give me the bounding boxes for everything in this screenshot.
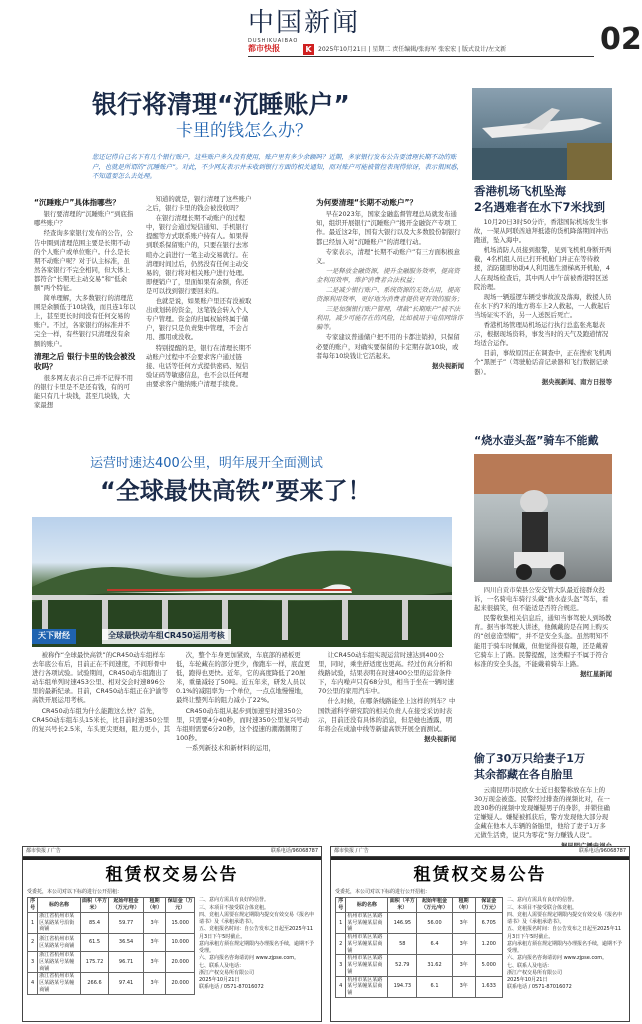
body-paragraph: 特别提醒的是，银行在清理长期不动账户过程中不会要求客户通过链接、电话等任何方式提供密码、短信验证码等敏感信息，也不会以任何理由要求客户缴纳账户清理手续费。 [146,343,252,388]
ad-cell: 3年 [143,973,166,994]
ad-body [23,895,321,996]
ad-note: 四、竞租人需要在规定期限内提交有效交易《报名申请书》及《承租承诺书》。 [507,911,623,926]
ad-topline [23,847,321,857]
body-paragraph: 现场一辆巡逻车辆受事故波及落海，救援人员在水下约7米的地方将车上2人救起，一人救起后当场证实不治，另一人送医后死亡。 [474,292,612,319]
ad-cell: 85.4 [80,912,109,933]
helmet-photo [474,454,612,582]
side1-body [474,218,612,388]
ad-cell: 3年 [452,912,475,933]
ad-note: 三、本项目不接受联合体竞租。 [199,904,270,911]
ad-note: 五、竞租报名时间：自公告发布之日起至2025年11月3日下午5时截止。 [507,926,622,940]
ad-cell: 浙江省杭州市某区某路某号某幢商铺 [38,952,80,973]
body-paragraph: 也就是说，如果账户里还有没被取出或划转的资金，这笔钱会转入个人专户管理。资金的归属权始终属于储户，银行只是负责集中管理，不会占用、挪用或没收。 [146,297,252,342]
ad-note: 六、意向报名咨询请访问 www.zjpse.com。 [199,955,300,962]
ad-body [331,895,629,1000]
ad-cell: 浙江省杭州市某区某路某号商铺 [38,934,80,952]
story1-headline: 银行将清理“沉睡账户” [92,90,350,119]
table-row [28,973,195,994]
ad-table [27,897,195,994]
body-paragraph: 简单理解，大多数银行的清理范围是余额低于10块钱，而且连1年以上，甚至更长时间没有任何交易的账户。不过，各家银行的标准并不完全一样，有些银行只清理没有余额的账户。 [34,294,136,348]
ad-notes [507,897,625,998]
story1-column-1 [34,195,136,412]
ad-cell: 杭州市某区某路某号某幢某层商铺 [346,976,388,997]
body-paragraph: 什么时候，在哪条线路能坐上这样的列车？中国铁道科学研究院的相关负责人在接受采访时表示，目前还没有具体的消息，但是她也透露，明年将会在成渝中线等新建高铁开展全面测试。 [318,697,456,733]
ad-cell: 20.000 [166,952,195,973]
ad-topline [331,847,629,857]
ad-col-header: 租期（年） [143,898,166,913]
body-paragraph: 一系列新技术和新材料的运用， [185,743,276,752]
ad-cell: 5.000 [475,955,502,976]
ad-intro: 受委托，本公司对以下标的进行公开招租： [27,888,123,895]
helmet-rider-illustration [474,454,612,582]
ad-note: 五、竞租报名时间：自公告发布之日起至2025年11月3日下午5时截止。 [199,926,314,940]
caption-tag: 天下财经 [32,629,76,644]
quote-paragraph: 三是加强银行账户管理，堵截“长期账户”被不法利用，减少可能存在的风险，比如被用于电信网络诈骗等。 [316,305,463,332]
ad-cell: 52.79 [388,955,417,976]
ad-col-header: 起始年租金（万元/年） [417,898,452,913]
ad-top-right: 联系电话/96068787 [578,848,626,854]
ad-note: 四、竞租人需要在规定期限内提交有效交易《报名申请书》及《承租承诺书》。 [199,911,315,926]
ad-cell: 6.4 [417,934,452,955]
ad-note: 二、意向方需具有良好的信誉。 [199,897,270,904]
page-number: 02 [600,22,642,57]
table-row [28,952,195,973]
ad-cell: 2 [336,934,346,955]
ad-top-left: 都市快报 / 广告 [26,848,61,854]
ad-col-header: 起始年租金（万元/年） [109,898,144,913]
ad-cell: 1.633 [475,976,502,997]
ad-top-left: 都市快报 / 广告 [334,848,369,854]
side3-body [474,786,612,852]
ad-cell: 4 [336,976,346,997]
quote-paragraph: 二是减少银行账户、系统资源的无效占用，提高资源利用效率，更好地为消费者提供更有效的服务； [316,286,463,304]
body-paragraph: 四川自贡市荣县公安交管大队最近接群众投诉，一名骑电车骑行头戴“烧水壶头盔”驾车，看起来很搞笑，但不能适是否符合规范。 [474,586,609,613]
issue-line: 2025年10月21日 | 星期二 责任编辑/张海军 张宏宏 | 版式设计/左文新 [318,46,507,53]
train-illustration [32,517,452,647]
ad-cell: 3年 [143,952,166,973]
ad-cell: 20.000 [166,973,195,994]
story2-column-2 [176,651,312,754]
ad-contact: 联系电话 / 0571-87016072 [199,984,264,991]
ad-col-header: 标的名称 [346,898,388,913]
plane-illustration [472,88,612,180]
ad-cell: 4 [28,973,38,994]
ad-cell: 2 [28,934,38,952]
ad-col-header: 保证金（万元） [167,898,193,912]
ad-cell: 6.1 [417,976,452,997]
story1-lead: 您还记得自己名下有几个银行账户，这些账户多久没有使用，账户里有多少余额吗？近期，多家银行发布公告要清理长期不动的账户，也就是所谓的“沉睡账户”。对此，不少网友表示并未收到银行方面的相关通知，而对账户可能被管控表现得惊讶，表示很困惑，不知道要怎么去处理。 [92,153,463,181]
body-paragraph: 在银行清理长期不动账户的过程中，银行会通过短信通知、手机银行提醒等方式联系账户持有人。如果得到联系保留账户的，只要在银行去寒暄办之前进行一笔主动交易就行。在清理时间过后，仍然没有任何主动交易的，银行将对相关账户进行处理。即便销户了，里面如果有余额，你还是可以找到银行要回来的。 [146,214,249,295]
ad-cell: 56.00 [417,912,452,933]
subheading: “沉睡账户”具体指哪些？ [34,198,120,207]
ad-note: 三、本项目不接受联合体竞租。 [507,904,578,911]
ad-cell: 6.705 [475,912,502,933]
ad-notice-right [330,846,630,1022]
body-paragraph: 被称作“全球最快高铁”的CR450动车组样车去年底公布后，目前正在不间速度，不间形骨中进行各项试验。试验期间，CR450动车组跑出了动车组单列时速453公里、相对交会时速896公里的最新纪录。目前，CR450动车组正在沪渝等高铁开展运用考核。 [32,651,169,705]
story1-subhead: 卡里的钱怎么办？ [176,121,312,141]
ad-cell: 31.62 [417,955,452,976]
ad-cell: 浙江省杭州市某区某路某号沿街商铺 [38,912,80,933]
body-paragraph: 专家建议普通储户把不用的卡都注销掉，只保留必要的账户，对确实要保留的卡定期存款10块，或者每年10块钱让它活起来。 [316,333,460,360]
side3-headline-2: 其余都藏在各自胎里 [474,768,573,781]
ad-cell: 3年 [452,955,475,976]
ad-cell: 266.6 [80,973,109,994]
ad-cell: 1 [28,912,38,933]
story2-column-3 [318,651,456,745]
table-row [28,912,195,933]
ad-col-header: 租期（年） [452,898,475,913]
side1-headline-2: 2名遇难者在水下7米找到 [474,200,606,214]
ad-col-header: 标的名称 [38,898,80,913]
body-paragraph: 知道的就是，银行清理了这些账户之后，银行卡里的钱会被没收吗？ [146,195,252,213]
subheading: 清理之后 银行卡里的钱会被没收吗？ [34,351,136,371]
body-paragraph: 云南昆明市民欧女士近日报警称放在车上的30万现金被盗。民警经过排查的视频比对，在一段30秒的视频中发现嫌疑男子的身影，并锁住确定嫌疑人。嫌疑被抓获后，警方发现他大部分现金藏在他本人车辆的备胎里，他给了妻子1万多元做生活费，说只为零花“努力赚钱人设”。 [474,786,610,840]
train-photo [32,517,452,647]
body-paragraph: 10月20日3时50分许，香港国际机场发生事故，一架从阿联酋迪拜抵港的货机降落期间冲出跑道，坠入海中。 [474,218,609,245]
ad-cell: 杭州市某区某路某号某幢某层商铺 [346,955,388,976]
ad-note: 2025年10月21日 [507,977,548,984]
masthead-rule [248,56,594,57]
ad-cell: 3年 [143,934,166,952]
ad-intro: 受委托，本公司对以下标的进行公开招租： [335,888,431,895]
body-paragraph: 目前，事故原因正在调查中，正在搜索飞机两个“黑匣子”（驾驶舱话音记录器和飞行数据记录器）。 [474,349,612,376]
ad-cell: 58 [388,934,417,955]
story2-column-1 [32,651,170,735]
table-row [336,912,503,933]
body-paragraph: 次，整个车身更加紧致，车底部的裙板更低，车轮藏在的部分更少，像跑车一样，底盘更低，跑得也更快。近年，它的高度降低了20厘米，重量减轻了50吨。近五年来，研发人员以0.1%的减阻率为一个单位，一点点地慢慢地，最终让整列车的阻力减小了22%。 [176,651,311,705]
ad-cell: 36.54 [109,934,144,952]
brand-logo: K [303,44,314,55]
ad-note: 意向承租方须在规定期限内办理报名手续，逾期不予受理。 [199,940,315,955]
story2-headline: “全球最快高铁”要来了！ [100,477,372,505]
story1-column-2 [146,195,254,390]
ad-cell: 97.41 [109,973,144,994]
ad-cell: 61.5 [80,934,109,952]
ad-table [335,897,503,998]
ad-note: 浙江产权交易所有限公司 [199,969,255,976]
ad-col-header: 序号 [28,898,38,913]
side2-headline: “烧水壶头盔”骑车不能戴 [474,434,599,447]
photo-caption: 全球最快动车组CR450运用考核 [102,629,231,644]
ad-title: 租赁权交易公告 [413,864,547,885]
side2-body [474,586,612,680]
ad-note: 意向承租方须在规定期限内办理报名手续，逾期不予受理。 [507,940,623,955]
ad-contact: 联系电话 / 0571-87016072 [507,984,572,991]
ad-cell: 浙江省杭州市某区某路某号某幢商铺 [38,973,80,994]
body-paragraph: 机场消防人员接到报警，见到飞机机身断开两截，4名机组人员已打开机舱门并正在等待救援，消防随即协助4人利用逃生滑梯离开机舱，4人在现场检查后，其中两人中午前被香港特区送院治理。 [474,246,612,291]
ad-cell: 杭州市某区某路某号某幢某层商铺 [346,934,388,955]
body-paragraph: 早在2023年，国家金融监督管理总局就发布通知，组织开展银行“沉睡账户”揭开金融资产专项工作。最近这2年，国有大银行以及大多数股份制银行都已经加入对“沉睡账户”的清理行动。 [316,210,461,246]
credit: 据央视新闻 [432,361,464,370]
story1-column-3 [316,195,464,372]
ad-notes [199,897,317,994]
masthead-title: 中国新闻 [248,8,361,38]
ad-title-bar [23,857,321,860]
table-row [336,976,503,997]
subheading: 为何要清理“长期不动账户”？ [316,198,418,207]
ad-note: 六、意向报名咨询请访问 www.zjpse.com。 [507,955,608,962]
ad-cell: 194.73 [388,976,417,997]
quote-paragraph: 一是释放金融资源，提升金融服务效率，提高资金利用效率，维护消费者合法权益； [316,266,460,284]
ad-cell: 146.95 [388,912,417,933]
table-row [28,934,195,952]
ad-cell: 3年 [143,912,166,933]
story2-kicker: 运营时速达400公里，明年展开全面测试 [90,456,323,471]
ad-title: 租赁权交易公告 [105,864,239,885]
credit: 据央视新闻 [424,734,456,743]
ad-cell: 10.000 [166,934,195,952]
ad-cell: 1 [336,912,346,933]
table-row [336,955,503,976]
table-row [336,934,503,955]
ad-cell: 59.77 [109,912,144,933]
body-paragraph: CR450动车组为什么能跑这么快？首先，CR450动车组车头15米长，比目前时速350公里的复兴号长2.5米，车头更尖更细，阻力更小，其 [32,706,170,733]
plane-photo [472,88,612,180]
ad-note: 2025年10月21日 [199,977,240,984]
ad-cell: 3年 [452,976,475,997]
body-paragraph: 银行要清理的“沉睡账户”到底指哪些账户？ [34,210,134,228]
ad-note: 七、联系人及电话： [507,962,553,969]
ad-note: 浙江产权交易所有限公司 [507,969,563,976]
ad-cell: 1.200 [475,934,502,955]
body-paragraph: 专家表示，清理“长期不动账户”有三方面积极意义。 [316,247,461,265]
ad-cell: 175.72 [80,952,109,973]
ad-note: 二、意向方需具有良好的信誉。 [507,897,578,904]
ad-notice-left [22,846,322,1022]
ad-cell: 3 [28,952,38,973]
ad-col-header: 序号 [336,898,346,913]
ad-col-header: 保证金（万元） [475,898,502,913]
side3-headline-1: 偷了30万只给妻子1万 [474,752,585,765]
body-paragraph: CR450动车组从起步到加速至时速350公里，只需要4分40秒，而时速350公里复兴号动车组则需要6分20秒，这个提速的潮潮潮期了100秒。 [176,706,310,742]
body-paragraph: 让CR450动车组实现运营时速达到400公里，同时，乘坐舒适度也更高。经过仿真分析和线路试验，结果表明在时速400公里的运营条件下，车内噪声只有68分贝，相当于坐在一辆时速70公里的家用汽车中。 [318,651,454,696]
ad-col-header: 面积（平方米） [82,898,108,912]
brand-name: 都市快报 [248,44,280,53]
ad-top-right: 联系电话/96068787 [270,848,318,854]
credit: 据央视新闻、南方日报等 [541,377,612,386]
body-paragraph: 很多网友表示自己并不记得不用的银行卡里是不是还有钱，有的可能只有几十块钱，甚至几块钱，大家最想 [34,374,134,410]
ad-cell: 3 [336,955,346,976]
brand-pinyin: DUSHIKUAIBAO [248,38,299,44]
credit: 据红星新闻 [580,669,612,678]
masthead [0,0,642,58]
ad-cell: 15.000 [166,912,195,933]
ad-cell: 3年 [452,934,475,955]
ad-cell: 96.71 [109,952,144,973]
ad-note: 七、联系人及电话： [199,962,245,969]
ad-cell: 杭州市某区某路某号某幢某层商铺 [346,912,388,933]
ad-col-header: 面积（平方米） [389,898,415,912]
body-paragraph: 香港机场管理局机场运行执行总监张兆聪表示，根据现场资料，事发当时的天气及跑道情况均适合运作。 [474,321,609,348]
ad-title-bar [331,857,629,860]
side1-headline-1: 香港机场飞机坠海 [474,184,566,198]
body-paragraph: 民警收集相关信息后，通知当事驾驶人到场教育。据当事驾驶人讲述，他佩戴的是在网上购买的“创意造型帽”，并不是安全头盔。虽然明知不能用于骑车时佩戴，但他觉得很有趣，还是戴着它骑车上了路。民警提醒，这类帽子不属于符合标准的安全头盔，不能戴着骑车上路。 [474,614,612,668]
body-paragraph: 经查询多家银行发布的公告，公告中圈到清理范围主要是长期不动的个人账户或单位账户。什么是长期不动账户呢？对于认主标准，虽然各家银行不完全相同，但大体上都符合“长期无主动交易”和“低余额”两个特征。 [34,229,134,292]
